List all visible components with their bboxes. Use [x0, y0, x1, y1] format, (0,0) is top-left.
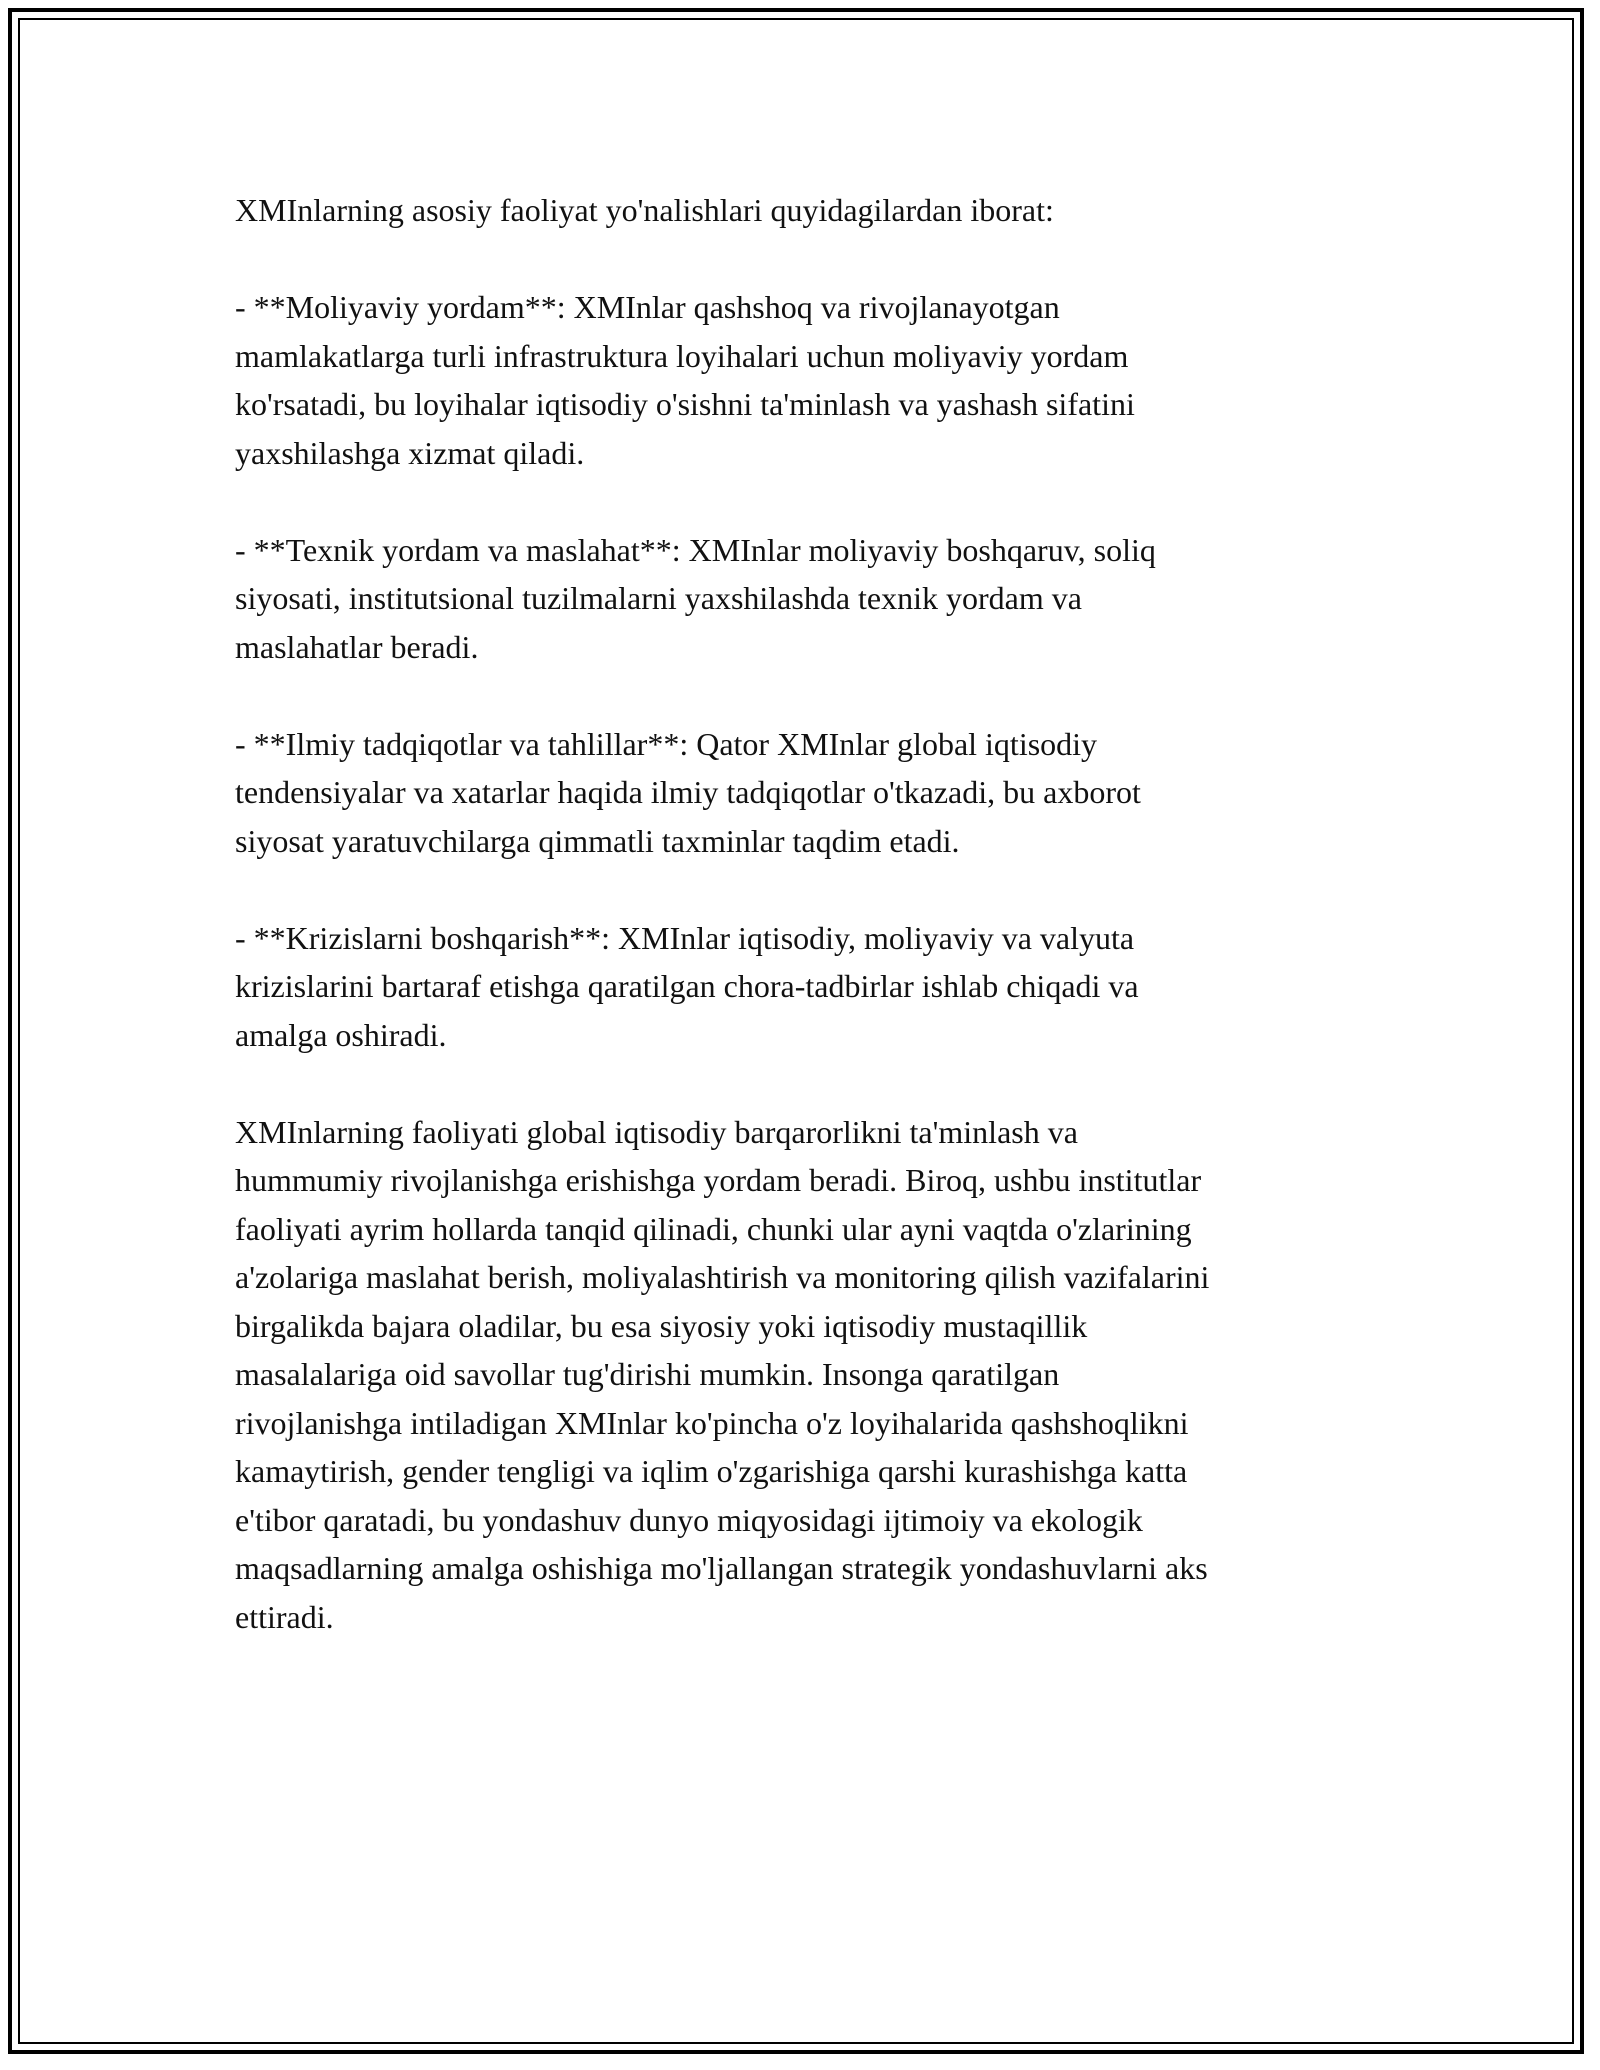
conclusion-paragraph: XMInlarning faoliyati global iqtisodiy barqarorlikni ta'minlash va hummumiy rivojlanishga erishishga yordam beradi. Biroq, ushbu institutlar faoliyati ayrim hollarda tanqid qilinadi, chunki ular ayni vaqtda o'zlarining a'zolariga maslahat berish, moliyalashtirish va monitoring qilish vazifalarini birgalikda bajara oladilar, bu esa siyosiy yoki iqtisodiy mustaqillik masalalariga oid savollar tug'dirishi mumkin. Insonga qaratilgan rivojlanishga intiladigan XMInlar ko'pincha o'z loyihalarida qashshoqlikni kamaytirish, gender tengligi va iqlim o'zgarishiga qarshi kurashishga katta e'tibor qaratadi, bu yondashuv dunyo miqyosidagi ijtimoiy va ekologik maqsadlarning amalga oshishiga mo'ljallangan strategik yondashuvlarni aks ettiradi.: [235, 1113, 1210, 1635]
list-item-financial-aid: - **Moliyaviy yordam**: XMInlar qashshoq va rivojlanayotgan mamlakatlarga turli infrastruktura loyihalari uchun moliyaviy yordam ko'rsatadi, bu loyihalar iqtisodiy o'sishni ta'minlash va yashash sifatini yaxshilashga xizmat qiladi.: [235, 289, 1135, 471]
list-item-research: - **Ilmiy tadqiqotlar va tahlillar**: Qator XMInlar global iqtisodiy tendensiyalar va xatarlar haqida ilmiy tadqiqotlar o'tkazadi, bu axborot siyosat yaratuvchilarga qimmatli taxminlar taqdim etadi.: [235, 725, 1141, 859]
list-item-technical-assistance: - **Texnik yordam va maslahat**: XMInlar moliyaviy boshqaruv, soliq siyosati, institutsional tuzilmalarni yaxshilashda texnik yordam va maslahatlar beradi.: [235, 531, 1156, 665]
intro-paragraph: XMInlarning asosiy faoliyat yo'nalishlari quyidagilardan iborat:: [235, 192, 1054, 228]
document-body: [235, 186, 1385, 1690]
list-item-crisis-management: - **Krizislarni boshqarish**: XMInlar iqtisodiy, moliyaviy va valyuta krizislarini bartaraf etishga qaratilgan chora-tadbirlar ishlab chiqadi va amalga oshiradi.: [235, 919, 1139, 1053]
